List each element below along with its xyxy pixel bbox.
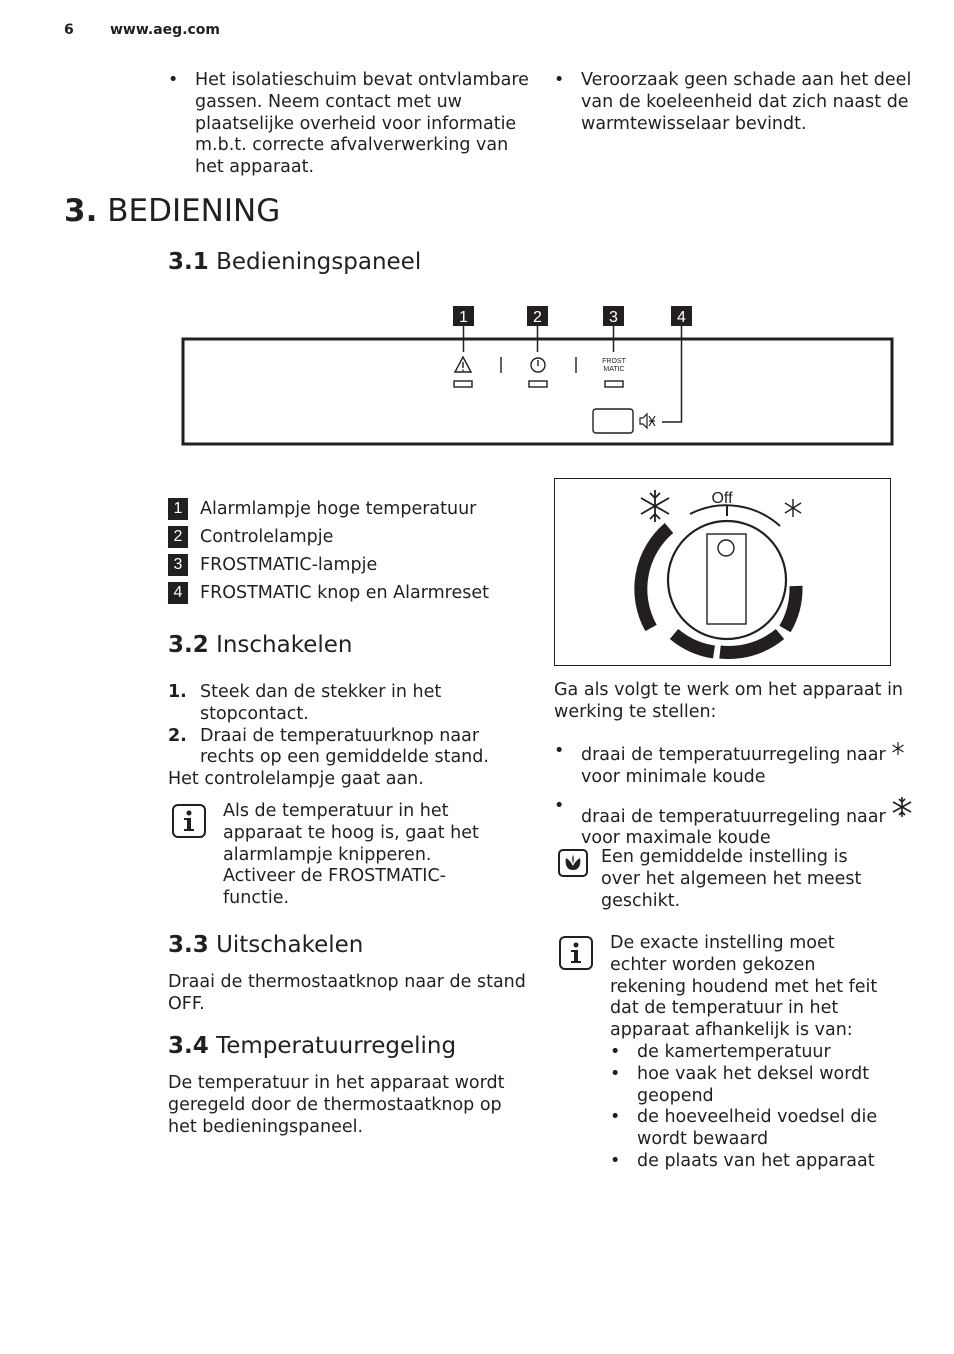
list-item: 2. Draai de temperatuurknop naar rechts op een gemiddelde stand. <box>168 725 489 768</box>
list-item: • de hoeveelheid voedsel die wordt bewaard <box>610 1107 880 1151</box>
list-item: • hoe vaak het deksel wordt geopend <box>610 1064 880 1108</box>
list-item: • draai de temperatuurregeling naar voor minimale koude <box>554 741 919 789</box>
callout-3-label: 3 <box>609 309 618 326</box>
list-item: • draai de temperatuurregeling naar voor maximale koude <box>554 796 919 851</box>
subsection-title-3-3: 3.3 Uitschakelen <box>168 932 364 958</box>
thermostat-dial-diagram <box>554 478 891 666</box>
temperature-bullets <box>554 741 919 850</box>
page-number: 6 <box>64 22 74 38</box>
subsection-title-3-2: 3.2 Inschakelen <box>168 632 353 658</box>
alarm-lamp <box>454 381 472 387</box>
factor-list <box>610 1042 880 1173</box>
dial-off-label: Off <box>711 490 733 507</box>
info-note-alarm: Als de temperatuur in het apparaat te hoog is, gaat het alarmlampje knipperen. Activeer de FROSTMATIC-functie. <box>223 801 479 909</box>
list-item: • de plaats van het apparaat <box>610 1151 880 1173</box>
intro-bullets-left <box>168 70 530 179</box>
frostmatic-text-2: MATIC <box>603 366 625 373</box>
temperature-control-text: De temperatuur in het apparaat wordt geregeld door de thermostaatknop op het bedieningspaneel. <box>168 1073 505 1137</box>
subsection-title-3-4: 3.4 Temperatuurregeling <box>168 1033 457 1059</box>
power-icon <box>531 358 545 372</box>
section-title <box>64 193 280 229</box>
control-lamp <box>529 381 547 387</box>
panel-frame <box>183 339 892 444</box>
website-link[interactable]: www.aeg.com <box>110 22 221 38</box>
switch-on-result: Het controlelampje gaat aan. <box>168 769 424 789</box>
right-intro: Ga als volgt te werk om het apparaat in werking te stellen: <box>554 680 904 722</box>
list-item: • de kamertemperatuur <box>610 1042 880 1064</box>
alarm-mute-icon <box>640 414 655 428</box>
section-title-text: BEDIENING <box>107 193 281 229</box>
snowflake-large-icon <box>891 796 913 818</box>
snowflake-small-icon <box>785 499 801 517</box>
switch-on-steps <box>168 682 518 769</box>
list-item: 1. Steek dan de stekker in het stopcontact. <box>168 682 442 724</box>
warning-icon <box>455 357 471 372</box>
info-icon <box>172 804 206 838</box>
snowflake-large-icon <box>641 490 669 522</box>
info-icon <box>559 936 593 970</box>
intro-bullets-right <box>554 70 914 135</box>
section-number: 3. <box>64 193 98 229</box>
info-note-setting: De exacte instelling moet echter worden gekozen rekening houdend met het feit dat de temperatuur in het apparaat afhankelijk is van: • de kamertemperatuur • hoe vaak het deksel wordt geopend • de hoeveelheid voedsel die wordt bewaard • de plaats van het apparaat <box>610 933 880 1173</box>
list-item: • Het isolatieschuim bevat ontvlambare gassen. Neem contact met uw plaatselijke overheid voor informatie m.b.t. correcte afvalverwerking van het apparaat. <box>168 70 530 179</box>
control-panel-diagram <box>0 300 954 460</box>
callout-2-label: 2 <box>533 309 542 326</box>
subsection-title-3-1: 3.1 Bedieningspaneel <box>168 249 422 275</box>
frostmatic-lamp <box>605 381 623 387</box>
frostmatic-text-1: FROST <box>602 358 626 365</box>
switch-off-text: Draai de thermostaatknop naar de stand OFF. <box>168 972 526 1014</box>
callout-1-label: 1 <box>459 309 468 326</box>
eco-tip-text: Een gemiddelde instelling is over het algemeen het meest geschikt. <box>601 847 862 911</box>
frostmatic-button <box>593 409 633 433</box>
callout-4-label: 4 <box>677 309 686 326</box>
snowflake-small-icon <box>891 741 905 756</box>
eco-tip-icon <box>558 849 588 877</box>
list-item: • Veroorzaak geen schade aan het deel van de koeleenheid dat zich naast de warmtewisselaar bevindt. <box>554 70 914 135</box>
